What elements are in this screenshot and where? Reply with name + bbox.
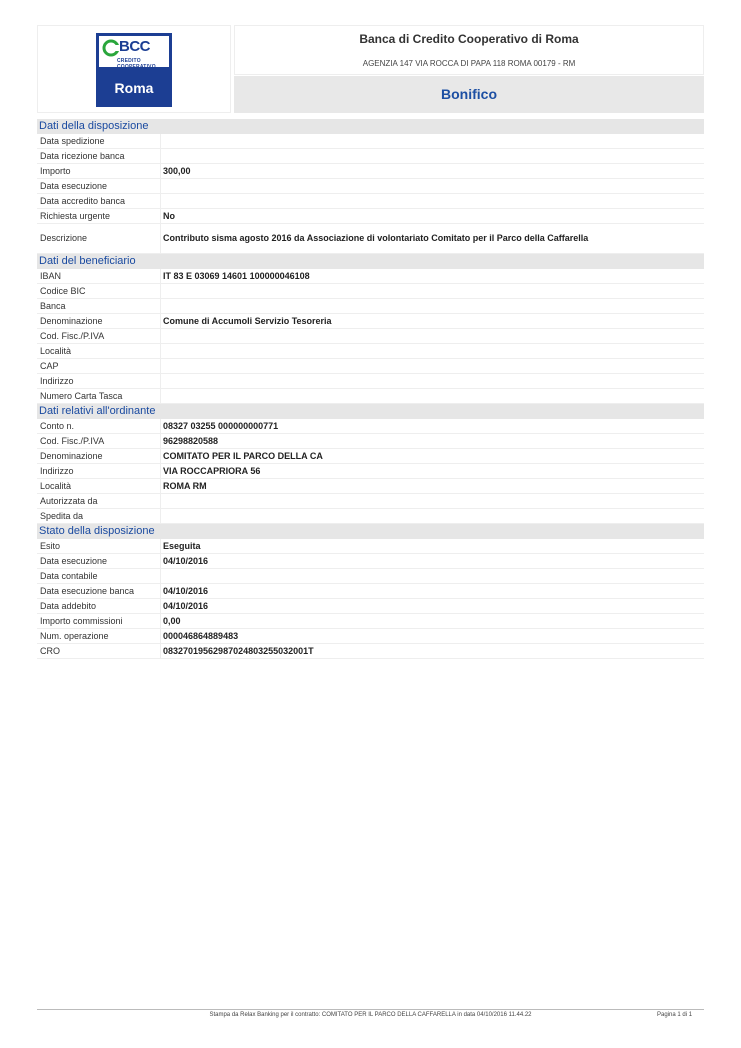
logo-subtitle: CREDITO COOPERATIVO bbox=[117, 58, 156, 70]
field-label: Autorizzata da bbox=[37, 494, 161, 508]
field-row bbox=[37, 419, 704, 434]
field-row bbox=[37, 179, 704, 194]
field-row bbox=[37, 509, 704, 524]
field-value bbox=[161, 134, 704, 148]
field-row bbox=[37, 449, 704, 464]
field-value bbox=[161, 569, 704, 583]
field-value bbox=[161, 494, 704, 508]
field-label: Data esecuzione bbox=[37, 554, 161, 568]
section-header: Dati della disposizione bbox=[37, 119, 704, 134]
field-value bbox=[161, 179, 704, 193]
field-label: Data addebito bbox=[37, 599, 161, 613]
field-label: Descrizione bbox=[37, 224, 161, 253]
field-row bbox=[37, 629, 704, 644]
field-row bbox=[37, 299, 704, 314]
field-label: CRO bbox=[37, 644, 161, 658]
field-value bbox=[161, 149, 704, 163]
field-label: Data accredito banca bbox=[37, 194, 161, 208]
field-label: Denominazione bbox=[37, 314, 161, 328]
field-label: Data spedizione bbox=[37, 134, 161, 148]
field-value: COMITATO PER IL PARCO DELLA CA bbox=[163, 451, 323, 461]
field-label: Cod. Fisc./P.IVA bbox=[37, 434, 161, 448]
document-title: Bonifico bbox=[441, 86, 497, 102]
field-row bbox=[37, 269, 704, 284]
bank-info bbox=[234, 25, 704, 75]
section-header: Dati relativi all'ordinante bbox=[37, 404, 704, 419]
field-label: Denominazione bbox=[37, 449, 161, 463]
field-row bbox=[37, 134, 704, 149]
field-row bbox=[37, 284, 704, 299]
field-value: 04/10/2016 bbox=[163, 556, 209, 566]
field-row bbox=[37, 209, 704, 224]
field-label: Banca bbox=[37, 299, 161, 313]
field-label: Numero Carta Tasca bbox=[37, 389, 161, 403]
field-label: Data ricezione banca bbox=[37, 149, 161, 163]
bank-logo bbox=[37, 25, 231, 113]
field-value: 0,00 bbox=[163, 616, 181, 626]
field-value bbox=[161, 194, 704, 208]
field-value bbox=[161, 329, 704, 343]
field-label: Indirizzo bbox=[37, 374, 161, 388]
logo-brand: BCC bbox=[119, 38, 150, 55]
document-header bbox=[37, 25, 704, 113]
field-value bbox=[161, 299, 704, 313]
field-value: 96298820588 bbox=[163, 436, 219, 446]
field-label: Data esecuzione bbox=[37, 179, 161, 193]
section-header: Dati del beneficiario bbox=[37, 254, 704, 269]
field-row bbox=[37, 539, 704, 554]
detail-sections bbox=[37, 119, 704, 659]
field-row bbox=[37, 569, 704, 584]
field-row bbox=[37, 434, 704, 449]
field-label: Località bbox=[37, 479, 161, 493]
field-value bbox=[161, 359, 704, 373]
logo-city: Roma bbox=[96, 70, 172, 107]
field-row bbox=[37, 344, 704, 359]
field-row bbox=[37, 359, 704, 374]
field-value: VIA ROCCAPRIORA 56 bbox=[163, 466, 261, 476]
field-value: Comune di Accumoli Servizio Tesoreria bbox=[163, 316, 332, 326]
title-bar bbox=[234, 76, 704, 113]
field-label: Conto n. bbox=[37, 419, 161, 433]
field-label: Esito bbox=[37, 539, 161, 553]
page-number: Pagina 1 di 1 bbox=[657, 1012, 693, 1018]
field-label: CAP bbox=[37, 359, 161, 373]
field-row bbox=[37, 554, 704, 569]
field-row bbox=[37, 374, 704, 389]
field-value: No bbox=[163, 211, 175, 221]
field-value: IT 83 E 03069 14601 100000046108 bbox=[163, 271, 310, 281]
logo-brand-box bbox=[96, 33, 172, 70]
field-value: ROMA RM bbox=[163, 481, 207, 491]
field-label: Richiesta urgente bbox=[37, 209, 161, 223]
field-value: 300,00 bbox=[163, 166, 191, 176]
footer-divider bbox=[37, 1009, 704, 1010]
field-label: Data contabile bbox=[37, 569, 161, 583]
field-value: 08327019562987024803255032001T bbox=[163, 646, 314, 656]
field-label: IBAN bbox=[37, 269, 161, 283]
field-value bbox=[161, 374, 704, 388]
field-row bbox=[37, 599, 704, 614]
section-header: Stato della disposizione bbox=[37, 524, 704, 539]
field-value bbox=[161, 509, 704, 523]
field-value bbox=[161, 344, 704, 358]
field-row bbox=[37, 224, 704, 254]
field-label: Codice BIC bbox=[37, 284, 161, 298]
field-row bbox=[37, 389, 704, 404]
field-label: Spedita da bbox=[37, 509, 161, 523]
bank-address: AGENZIA 147 VIA ROCCA DI PAPA 118 ROMA 00179 - RM bbox=[362, 59, 576, 68]
field-value: 04/10/2016 bbox=[163, 601, 209, 611]
field-row bbox=[37, 464, 704, 479]
field-label: Indirizzo bbox=[37, 464, 161, 478]
field-label: Cod. Fisc./P.IVA bbox=[37, 329, 161, 343]
field-row bbox=[37, 314, 704, 329]
field-value: Eseguita bbox=[163, 541, 201, 551]
field-row bbox=[37, 149, 704, 164]
field-row bbox=[37, 164, 704, 179]
field-label: Località bbox=[37, 344, 161, 358]
logo-mark-icon bbox=[102, 39, 120, 57]
print-note: Stampa da Relax Banking per il contratto: COMITATO PER IL PARCO DELLA CAFFARELLA in data 04/10/2016 11.44.22 bbox=[209, 1012, 532, 1018]
field-label: Importo bbox=[37, 164, 161, 178]
field-row bbox=[37, 614, 704, 629]
bank-name: Banca di Credito Cooperativo di Roma bbox=[359, 32, 579, 46]
field-label: Num. operazione bbox=[37, 629, 161, 643]
field-row bbox=[37, 479, 704, 494]
field-value bbox=[161, 284, 704, 298]
field-label: Importo commissioni bbox=[37, 614, 161, 628]
field-row bbox=[37, 584, 704, 599]
field-value bbox=[161, 389, 704, 403]
field-row bbox=[37, 194, 704, 209]
field-row bbox=[37, 494, 704, 509]
field-value: 08327 03255 000000000771 bbox=[163, 421, 279, 431]
field-label: Data esecuzione banca bbox=[37, 584, 161, 598]
field-row bbox=[37, 329, 704, 344]
field-value: 000046864889483 bbox=[163, 631, 239, 641]
field-row bbox=[37, 644, 704, 659]
field-value: 04/10/2016 bbox=[163, 586, 209, 596]
field-value: Contributo sisma agosto 2016 da Associazione di volontariato Comitato per il Parco della Caffarella bbox=[163, 233, 589, 243]
